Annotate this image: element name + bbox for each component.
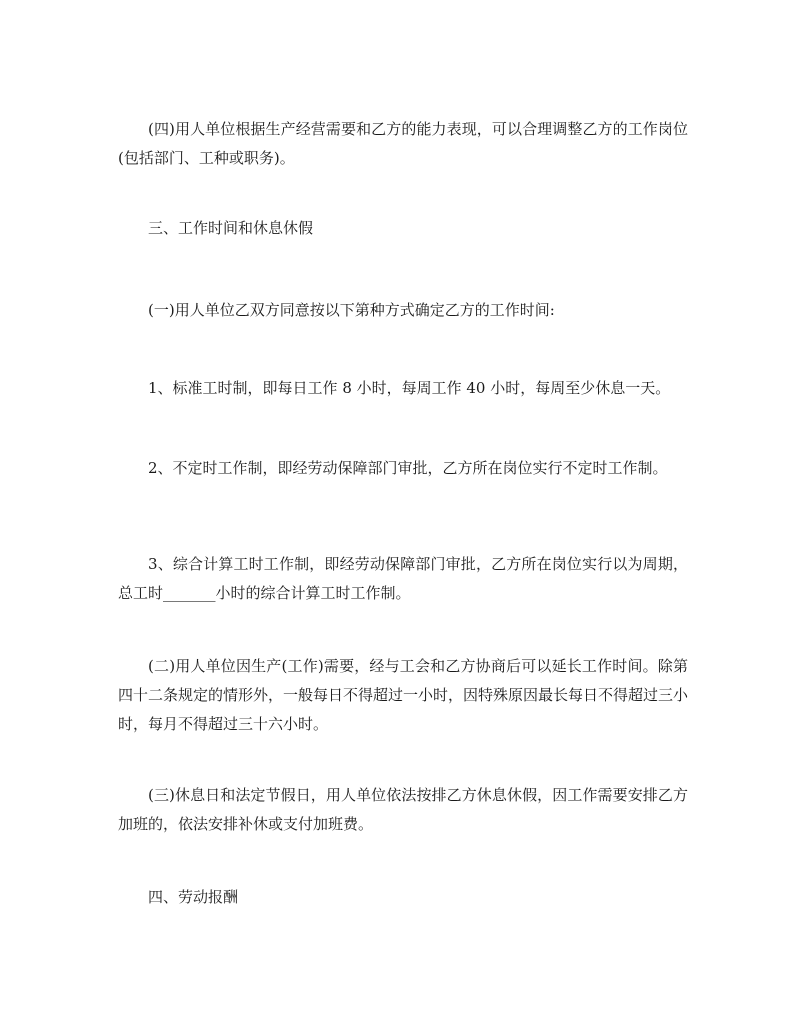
paragraph-rest-holidays: (三)休息日和法定节假日，用人单位依法按排乙方休息休假，因工作需要安排乙方加班的，依法安排补休或支付加班费。 (118, 786, 688, 833)
paragraph-comprehensive-hours: 3、综合计算工时工作制，即经劳动保障部门审批，乙方所在岗位实行以为周期，总工时_______小时的综合计算工时工作制。 (118, 555, 688, 602)
paragraph-working-time-method: (一)用人单位乙双方同意按以下第种方式确定乙方的工作时间: (148, 301, 555, 319)
section-heading-remuneration: 四、劳动报酬 (148, 888, 239, 906)
paragraph-job-adjustment: (四)用人单位根据生产经营需要和乙方的能力表现，可以合理调整乙方的工作岗位(包括部门、工种或职务)。 (118, 120, 688, 167)
paragraph-standard-hours: 1、标准工时制，即每日工作 8 小时，每周工作 40 小时，每周至少休息一天。 (148, 379, 671, 397)
paragraph-irregular-hours: 2、不定时工作制，即经劳动保障部门审批，乙方所在岗位实行不定时工作制。 (148, 459, 668, 477)
section-heading-working-hours: 三、工作时间和休息休假 (148, 219, 314, 237)
paragraph-overtime-extension: (二)用人单位因生产(工作)需要，经与工会和乙方协商后可以延长工作时间。除第四十二条规定的情形外，一般每日不得超过一小时，因特殊原因最长每日不得超过三小时，每月不得超过三十六小时。 (118, 657, 689, 733)
